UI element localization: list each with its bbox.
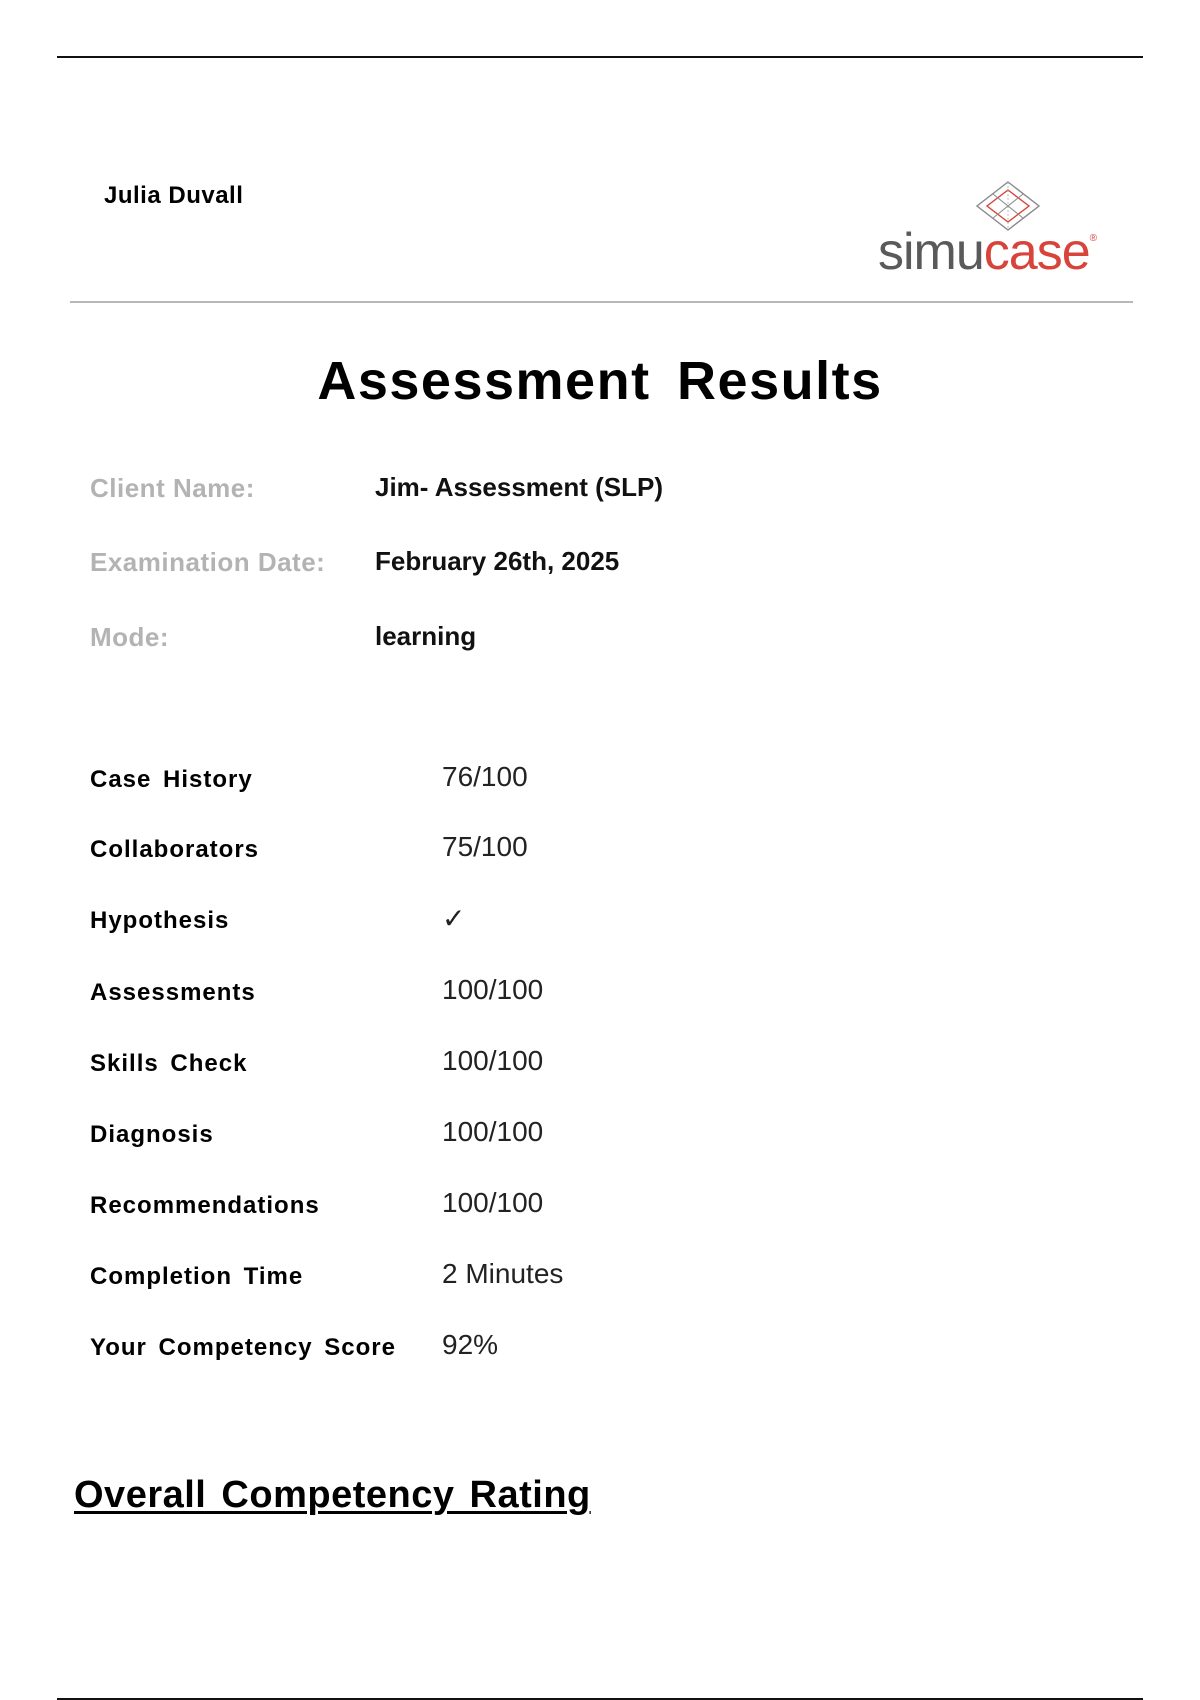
client-name-value: Jim- Assessment (SLP) (375, 472, 664, 502)
mode-label: Mode: (90, 622, 170, 652)
score-label-assessments: Assessments (90, 979, 256, 1006)
client-name-label: Client Name: (90, 473, 255, 503)
score-label-completion-time: Completion Time (90, 1263, 304, 1290)
score-label-skills-check: Skills Check (90, 1050, 248, 1077)
logo-text-accent: case (983, 223, 1090, 281)
score-label-recommendations: Recommendations (90, 1192, 320, 1219)
score-value-recommendations: 100/100 (442, 1187, 544, 1218)
score-value-skills-check: 100/100 (442, 1045, 544, 1076)
score-value-competency-score: 92% (442, 1329, 499, 1360)
score-value-completion-time: 2 Minutes (442, 1258, 564, 1289)
logo-text-primary: simu (878, 223, 984, 281)
author-name: Julia Duvall (104, 182, 244, 209)
exam-date-label: Examination Date: (90, 547, 326, 577)
top-rule (57, 56, 1143, 58)
score-label-collaborators: Collaborators (90, 836, 260, 863)
score-label-hypothesis: Hypothesis (90, 907, 230, 934)
header-divider (70, 301, 1133, 303)
score-value-assessments: 100/100 (442, 974, 544, 1005)
simucase-logo (870, 178, 1140, 288)
mode-value: learning (375, 621, 477, 651)
page-title: Assessment Results (317, 351, 883, 411)
score-value-collaborators: 75/100 (442, 831, 528, 862)
score-label-competency-score: Your Competency Score (90, 1334, 396, 1361)
score-value-diagnosis: 100/100 (442, 1116, 544, 1147)
score-value-hypothesis: ✓ (442, 903, 466, 934)
overall-rating-heading: Overall Competency Rating (74, 1474, 591, 1516)
logo-registered-mark: ® (1089, 233, 1097, 244)
score-value-case-history: 76/100 (442, 761, 528, 792)
score-label-case-history: Case History (90, 766, 253, 793)
exam-date-value: February 26th, 2025 (375, 546, 620, 576)
logo-wordmark (878, 223, 1097, 281)
score-label-diagnosis: Diagnosis (90, 1121, 214, 1148)
